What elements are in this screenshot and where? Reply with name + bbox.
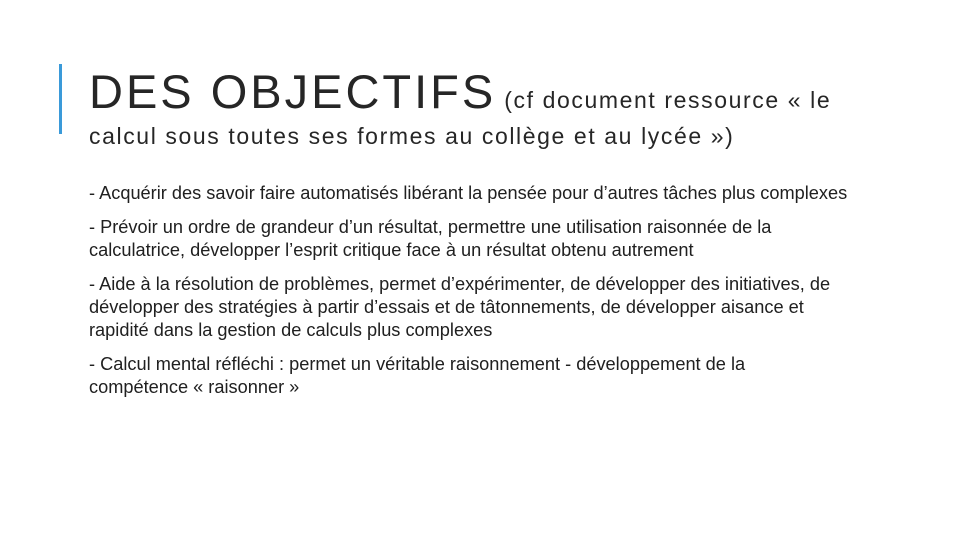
title-accent-bar xyxy=(59,64,62,134)
bullet-item: - Calcul mental réfléchi : permet un véritable raisonnement - développement de la compétence « raisonner » xyxy=(89,354,746,397)
bullet-item: - Aide à la résolution de problèmes, permet d’expérimenter, de développer des initiatives, de développer des stratégies à partir d’essais et de tâtonnements, de développer aisance et rapidité dans la gestion de calculs plus complexes xyxy=(89,274,831,340)
title-subtitle-part-2: calcul sous toutes ses formes au collège et au lycée ») xyxy=(89,123,735,149)
title-main: DES OBJECTIFS xyxy=(89,65,497,118)
bullet-item: - Acquérir des savoir faire automatisés libérant la pensée pour d’autres tâches plus complexes xyxy=(89,183,848,203)
bullet-item: - Prévoir un ordre de grandeur d’un résultat, permettre une utilisation raisonnée de la calculatrice, développer l’esprit critique face à un résultat obtenu autrement xyxy=(89,217,772,260)
title-line-1 xyxy=(89,65,929,118)
slide-title xyxy=(89,65,929,150)
title-subtitle-part-1: (cf document ressource « le xyxy=(504,87,832,113)
bullet-list xyxy=(89,182,849,410)
